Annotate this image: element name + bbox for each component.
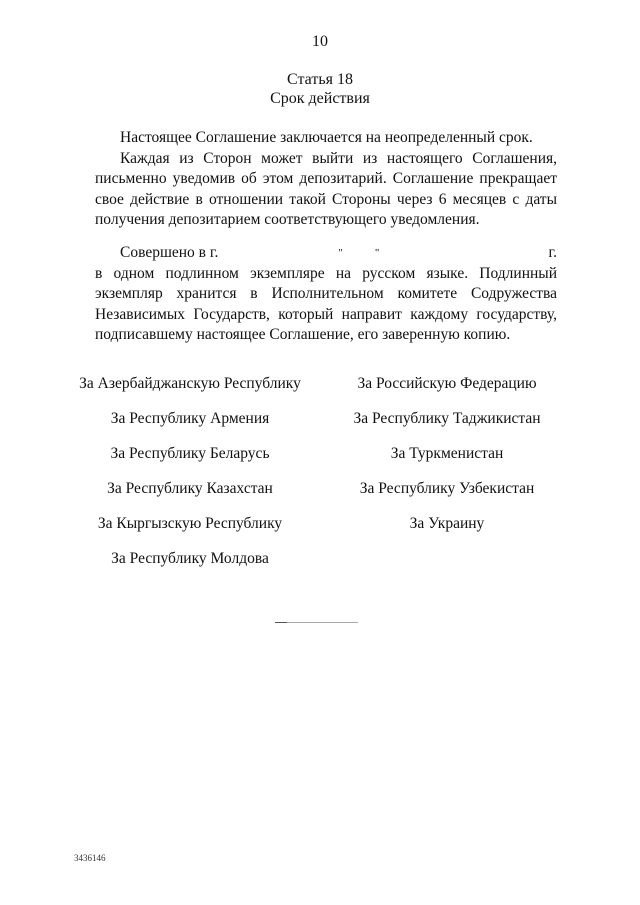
signatory: За Республику Казахстан (107, 480, 273, 497)
paragraph: Каждая из Сторон может выйти из настоящего Соглашения, письменно уведомив об этом депозитарий. Соглашение прекращает свое действие в отношении такой Стороны через 6 месяцев с даты получения депозитарием соответствующего уведомления. (95, 149, 557, 228)
signed-place-label: Совершено в г. (120, 244, 219, 261)
page-number: 10 (312, 33, 328, 50)
date-quotes (338, 243, 379, 264)
signatory: За Республику Узбекистан (359, 480, 535, 497)
document-code: 3436146 (74, 853, 106, 863)
open-quote: " (338, 247, 343, 259)
article-heading (0, 70, 640, 108)
signatory: За Кыргызскую Республику (97, 515, 283, 532)
paragraph: Настоящее Соглашение заключается на неопределенный срок. (120, 129, 533, 146)
signatory: За Туркменистан (390, 445, 504, 462)
signatories-left-column (60, 374, 320, 584)
signatory: За Азербайджанскую Республику (79, 375, 301, 392)
signatory: За Украину (409, 515, 485, 532)
paragraph: в одном подлинном экземпляре на русском языке. Подлинный экземпляр хранится в Исполнительном комитете Содружества Независимых Государств, который направит каждому государству, подписавшему настоящее Соглашение, его заверенную копию. (95, 264, 557, 343)
term-paragraphs (95, 128, 557, 231)
signatories-right-column (317, 374, 577, 549)
signed-place-date-line (95, 243, 557, 264)
year-suffix: г. (548, 244, 557, 261)
article-number: Статья 18 (287, 71, 353, 88)
article-title: Срок действия (270, 90, 370, 107)
signed-clause (95, 243, 557, 346)
signatory: За Республику Беларусь (110, 445, 270, 462)
close-quote: " (374, 247, 380, 259)
end-of-document-rule (275, 622, 358, 623)
signatory: За Республику Армения (110, 410, 270, 427)
signatory: За Республику Таджикистан (353, 410, 541, 427)
signatory: За Российскую Федерацию (357, 375, 537, 392)
signatory: За Республику Молдова (111, 550, 269, 567)
